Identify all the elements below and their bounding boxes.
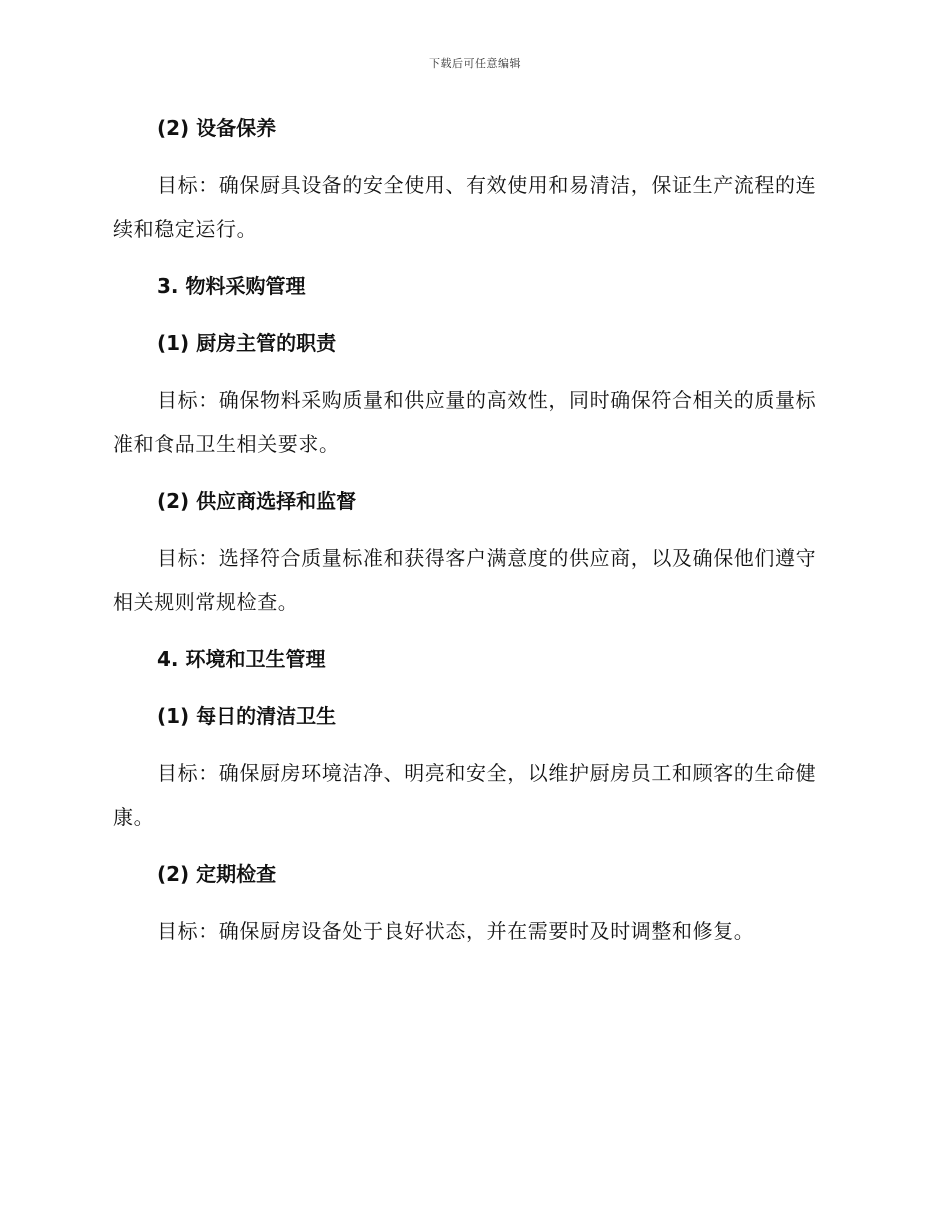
section-heading-equipment-maintenance: (2) 设备保养: [157, 116, 277, 140]
section-heading-regular-inspection: (2) 定期检查: [157, 862, 277, 886]
section-heading-material-purchasing: 3. 物料采购管理: [157, 274, 306, 298]
paragraph-supplier-selection-goal: 目标：选择符合质量标准和获得客户满意度的供应商，以及确保他们遵守相关规则常规检查。: [113, 546, 817, 614]
paragraph-equipment-maintenance-goal: 目标：确保厨具设备的安全使用、有效使用和易清洁，保证生产流程的连续和稳定运行。: [113, 173, 817, 241]
paragraph-regular-inspection-goal: 目标：确保厨房设备处于良好状态，并在需要时及时调整和修复。: [157, 919, 755, 943]
paragraph-kitchen-supervisor-goal: 目标：确保物料采购质量和供应量的高效性，同时确保符合相关的质量标准和食品卫生相关要求。: [113, 388, 817, 456]
header-note: 下载后可任意编辑: [429, 57, 521, 70]
section-heading-supplier-selection: (2) 供应商选择和监督: [157, 489, 357, 513]
section-heading-daily-cleaning: (1) 每日的清洁卫生: [157, 704, 337, 728]
paragraph-daily-cleaning-goal: 目标：确保厨房环境洁净、明亮和安全，以维护厨房员工和顾客的生命健康。: [113, 761, 817, 829]
section-heading-environment-hygiene: 4. 环境和卫生管理: [157, 647, 326, 671]
section-heading-kitchen-supervisor-duties: (1) 厨房主管的职责: [157, 331, 337, 355]
document-body: [113, 106, 833, 966]
